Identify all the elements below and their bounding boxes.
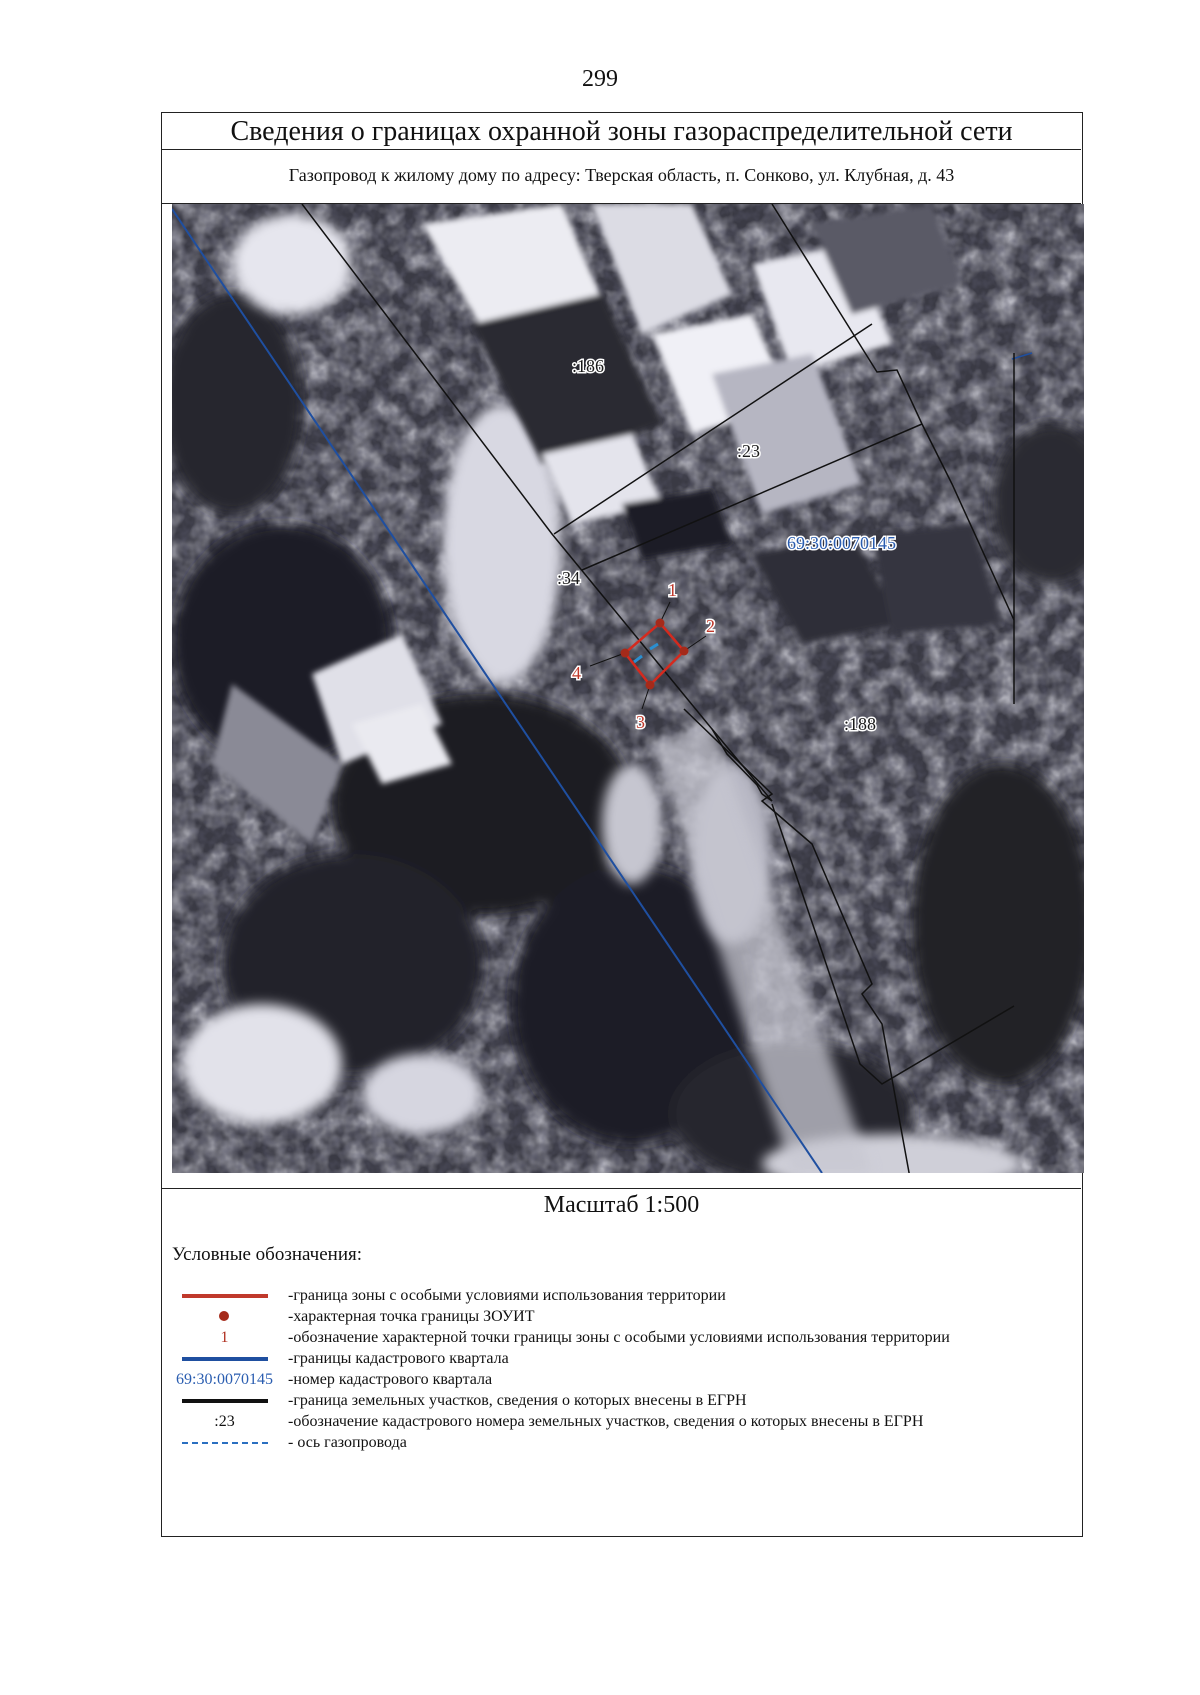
aerial-map[interactable] xyxy=(172,204,1084,1173)
legend-title: Условные обозначения: xyxy=(172,1244,363,1265)
legend-item-zone-point xyxy=(172,1306,1072,1327)
zone-point-label-3: 3 xyxy=(636,712,645,732)
black-line-icon xyxy=(182,1399,268,1403)
red-line-icon xyxy=(182,1294,268,1298)
legend-item-text: - ось газопровода xyxy=(288,1434,407,1451)
zone-point-label-1: 1 xyxy=(668,580,677,600)
map-canvas xyxy=(172,204,1084,1173)
legend-item-gas-axis xyxy=(172,1432,1072,1453)
blue-line-icon xyxy=(182,1357,268,1361)
sheet-subtitle: Газопровод к жилому дому по адресу: Тверская область, п. Сонково, ул. Клубная, д. 43 xyxy=(162,149,1081,204)
legend-item-quarter-boundary xyxy=(172,1348,1072,1369)
parcel-label-34: :34 xyxy=(557,568,581,588)
legend xyxy=(172,1285,1072,1453)
legend-item-text: -обозначение характерной точки границы зоны с особыми условиями использования территории xyxy=(288,1329,950,1346)
map-scale: Масштаб 1:500 xyxy=(543,1192,700,1218)
blue-dashed-line-icon xyxy=(182,1442,268,1444)
zone-point-1[interactable] xyxy=(656,619,665,628)
legend-item-point-label xyxy=(172,1327,1072,1348)
legend-item-text: -номер кадастрового квартала xyxy=(288,1371,493,1388)
legend-item-zone-boundary xyxy=(172,1285,1072,1306)
zone-point-label-4: 4 xyxy=(572,663,581,683)
parcel-label-23: :23 xyxy=(737,441,761,461)
page-number: 299 xyxy=(582,66,618,92)
zone-point-4[interactable] xyxy=(621,649,630,658)
legend-item-text: -характерная точка границы ЗОУИТ xyxy=(288,1308,535,1325)
parcel-label-186: :186 xyxy=(572,356,605,376)
zone-point-2[interactable] xyxy=(680,647,689,656)
legend-symbol-label: 69:30:0070145 xyxy=(176,1371,273,1388)
legend-item-text: -обозначение кадастрового номера земельных участков, сведения о которых внесены в ЕГРН xyxy=(288,1413,924,1430)
legend-item-text: -граница земельных участков, сведения о которых внесены в ЕГРН xyxy=(288,1392,747,1409)
map-sheet-frame xyxy=(161,112,1083,1537)
zone-point-label-2: 2 xyxy=(706,616,715,636)
quarter-number-label: 69:30:0070145 xyxy=(787,533,897,553)
map-bottom-divider xyxy=(162,1188,1081,1189)
legend-item-text: -границы кадастрового квартала xyxy=(288,1350,509,1367)
legend-item-text: -граница зоны с особыми условиями использования территории xyxy=(288,1287,726,1304)
red-dot-icon xyxy=(219,1311,229,1321)
sheet-title: Сведения о границах охранной зоны газораспределительной сети xyxy=(162,113,1081,150)
legend-item-parcel-number xyxy=(172,1411,1072,1432)
zone-point-3[interactable] xyxy=(646,681,655,690)
legend-symbol-label: :23 xyxy=(214,1413,235,1430)
legend-item-parcel-boundary xyxy=(172,1390,1072,1411)
legend-item-quarter-number xyxy=(172,1369,1072,1390)
legend-symbol-label: 1 xyxy=(220,1329,229,1346)
parcel-label-188: :188 xyxy=(844,714,877,734)
